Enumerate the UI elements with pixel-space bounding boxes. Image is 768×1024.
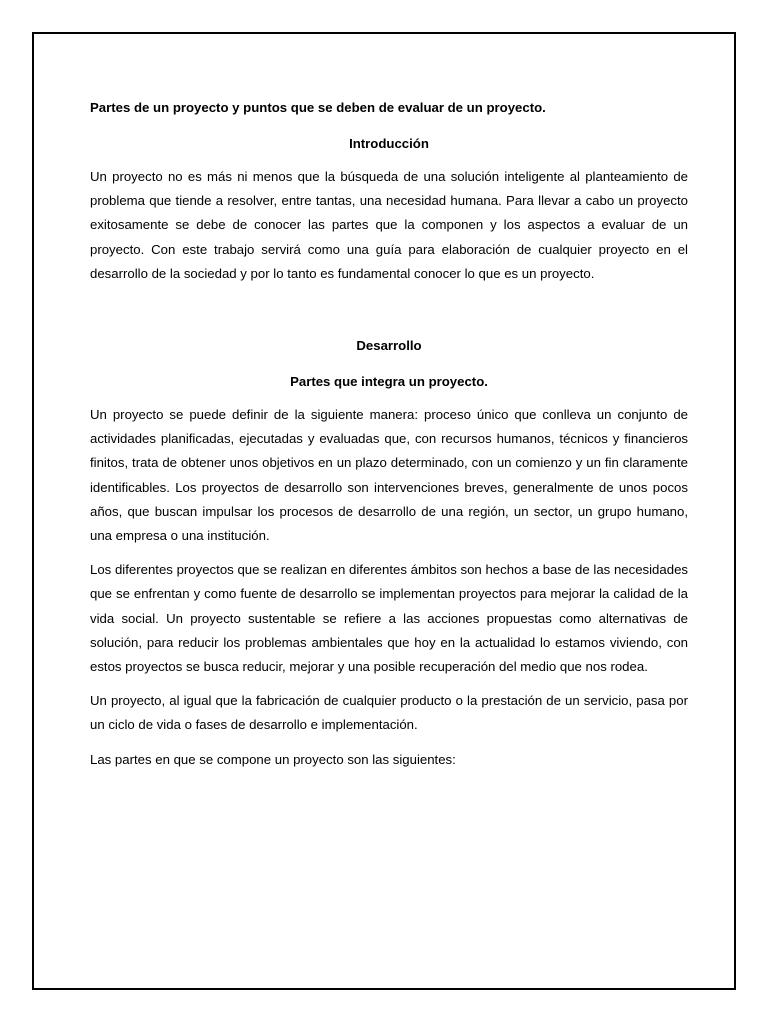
intro-heading: Introducción: [349, 136, 429, 151]
document-page: [32, 32, 736, 990]
document-title: Partes de un proyecto y puntos que se deben de evaluar de un proyecto.: [90, 100, 546, 115]
paragraph-sustainable: Los diferentes proyectos que se realizan en diferentes ámbitos son hechos a base de las necesidades que se enfrentan y como fuente de desarrollo se implementan proyectos para mejorar la calidad de la vida social. Un proyecto sustentable se refiere a las acciones propuestas como alternativas de solución, para reducir los problemas ambientales que hoy en la actualidad lo estamos viviendo, con estos proyectos se busca reducir, mejorar y una posible recuperación del medio que nos rodea.: [90, 562, 688, 675]
paragraph-definition: Un proyecto se puede definir de la siguiente manera: proceso único que conlleva un conjunto de actividades planificadas, ejecutadas y evaluadas que, con recursos humanos, técnicos y financieros finitos, trata de obtener unos objetivos en un plazo determinado, con un comienzo y un fin claramente identificables. Los proyectos de desarrollo son intervenciones breves, generalmente de unos pocos años, que buscan impulsar los procesos de desarrollo de una región, un sector, un grupo humano, una empresa o una institución.: [90, 407, 688, 544]
intro-paragraph: Un proyecto no es más ni menos que la búsqueda de una solución inteligente al planteamiento de problema que tiende a resolver, entre tantas, una necesidad humana. Para llevar a cabo un proyecto exitosamente se debe de conocer las partes que la componen y los aspectos a evaluar de un proyecto. Con este trabajo servirá como una guía para elaboración de cualquier proyecto en el desarrollo de la sociedad y por lo tanto es fundamental conocer lo que es un proyecto.: [90, 169, 688, 281]
paragraph-parts-intro: Las partes en que se compone un proyecto son las siguientes:: [90, 751, 456, 767]
development-heading: Desarrollo: [356, 338, 422, 354]
parts-subheading: Partes que integra un proyecto.: [290, 374, 488, 390]
document-body: [90, 98, 688, 772]
paragraph-lifecycle: Un proyecto, al igual que la fabricación de cualquier producto o la prestación de un servicio, pasa por un ciclo de vida o fases de desarrollo e implementación.: [90, 693, 688, 733]
